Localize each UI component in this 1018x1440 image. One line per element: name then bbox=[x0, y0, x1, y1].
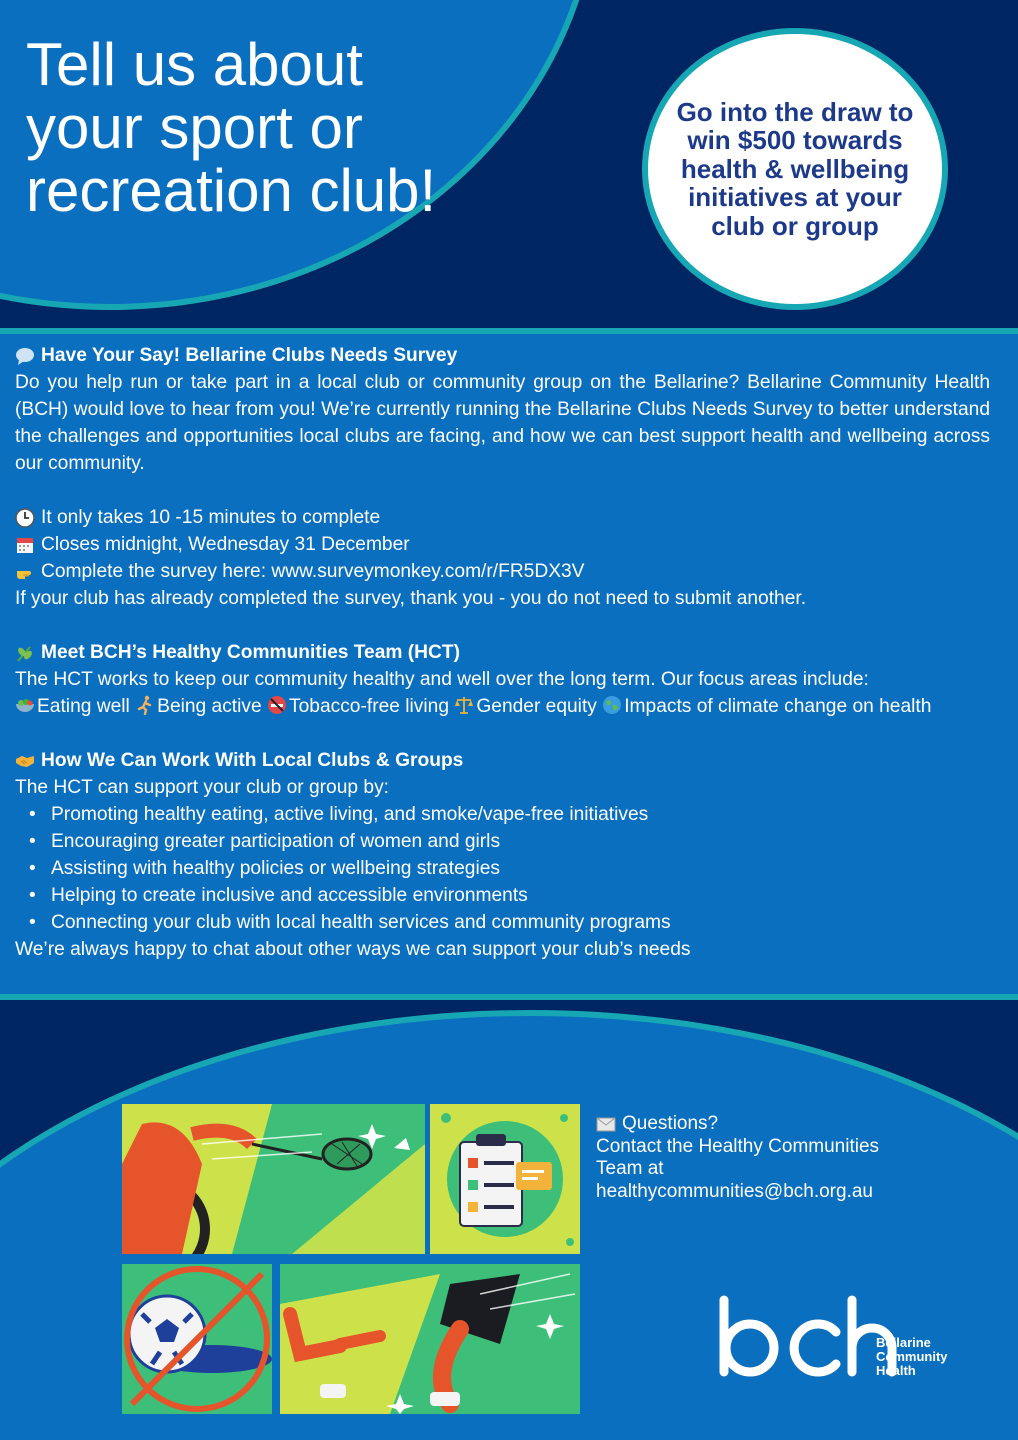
envelope-icon bbox=[596, 1114, 616, 1134]
survey-note: If your club has already completed the survey, thank you - you do not need to submit another. bbox=[15, 588, 807, 609]
runner-icon bbox=[135, 695, 155, 715]
logo-line: Health bbox=[876, 1363, 916, 1378]
spacer bbox=[15, 612, 990, 639]
globe-icon bbox=[602, 695, 622, 715]
logo-line: Bellarine bbox=[876, 1335, 931, 1350]
handshake-icon bbox=[15, 751, 35, 771]
pointing-hand-icon bbox=[15, 562, 35, 582]
list-item: • Promoting healthy eating, active living, and smoke/vape-free initiatives bbox=[51, 801, 990, 828]
survey-link-text[interactable]: Complete the survey here: www.surveymonkey.com/r/FR5DX3V bbox=[41, 561, 585, 582]
scales-icon bbox=[454, 695, 474, 715]
speech-bubble-icon bbox=[15, 346, 35, 366]
content-panel bbox=[0, 328, 1018, 1000]
soccer-ball-illustration bbox=[122, 1264, 272, 1414]
team-intro: The HCT works to keep our community healthy and well over the long term. Our focus areas include: bbox=[15, 669, 869, 690]
work-closing: We’re always happy to chat about other ways we can support your club’s needs bbox=[15, 939, 691, 960]
spacer bbox=[15, 477, 990, 504]
list-item: • Helping to create inclusive and accessible environments bbox=[51, 882, 990, 909]
contact-line: Contact the Healthy Communities bbox=[596, 1135, 880, 1157]
title-line-2: your sport or bbox=[26, 94, 363, 161]
contact-block bbox=[596, 1113, 926, 1203]
badge-line: health & wellbeing bbox=[680, 153, 910, 184]
poster-title bbox=[26, 33, 436, 222]
checklist-illustration bbox=[430, 1104, 580, 1254]
salad-icon bbox=[15, 695, 35, 715]
focus-item: Impacts of climate change on health bbox=[624, 696, 932, 717]
clock-icon bbox=[15, 508, 35, 528]
badge-line: Go into the draw to bbox=[676, 96, 914, 127]
work-title-text: How We Can Work With Local Clubs & Groups bbox=[41, 750, 464, 771]
survey-closes bbox=[15, 531, 990, 558]
badminton-illustration bbox=[122, 1104, 425, 1254]
badge-line: club or group bbox=[711, 210, 879, 241]
badge-line: initiatives at your bbox=[688, 182, 902, 213]
running-illustration bbox=[280, 1264, 580, 1414]
spacer bbox=[15, 720, 990, 747]
prize-badge bbox=[642, 28, 948, 310]
title-line-1: Tell us about bbox=[26, 31, 363, 98]
contact-questions bbox=[596, 1113, 926, 1136]
team-section-title bbox=[15, 639, 990, 666]
calendar-icon bbox=[15, 535, 35, 555]
survey-title-text: Have Your Say! Bellarine Clubs Needs Survey bbox=[41, 345, 458, 366]
focus-item: Being active bbox=[157, 696, 262, 717]
list-item: • Encouraging greater participation of women and girls bbox=[51, 828, 990, 855]
survey-time-text: It only takes 10 -15 minutes to complete bbox=[41, 507, 381, 528]
survey-link[interactable] bbox=[15, 558, 990, 585]
survey-section-title bbox=[15, 342, 990, 369]
prize-badge-text bbox=[659, 98, 932, 241]
badge-line: win $500 towards bbox=[687, 125, 903, 156]
list-item: • Assisting with healthy policies or wellbeing strategies bbox=[51, 855, 990, 882]
focus-item: Tobacco-free living bbox=[289, 696, 449, 717]
logo-line: Community bbox=[876, 1349, 948, 1364]
survey-time bbox=[15, 504, 990, 531]
contact-questions-text: Questions? bbox=[622, 1113, 719, 1134]
focus-areas bbox=[15, 693, 990, 720]
no-smoking-icon bbox=[267, 695, 287, 715]
focus-item: Gender equity bbox=[476, 696, 597, 717]
work-intro: The HCT can support your club or group by: bbox=[15, 777, 389, 798]
support-list bbox=[15, 801, 990, 936]
list-item: • Connecting your club with local health services and community programs bbox=[51, 909, 990, 936]
content-body bbox=[15, 342, 990, 963]
survey-intro: Do you help run or take part in a local club or community group on the Bellarine? Bellarine Community Health (BCH) would love to hear from you! We’re currently running the Bellarine Clubs Needs Survey to better understand the challenges and opportunities local clubs are facing, and how we can best support health and wellbeing across our community. bbox=[15, 372, 990, 474]
survey-closes-text: Closes midnight, Wednesday 31 December bbox=[41, 534, 410, 555]
contact-line: Team at bbox=[596, 1158, 664, 1179]
team-title-text: Meet BCH’s Healthy Communities Team (HCT) bbox=[41, 642, 460, 663]
work-section-title bbox=[15, 747, 990, 774]
focus-item: Eating well bbox=[37, 696, 130, 717]
title-line-3: recreation club! bbox=[26, 157, 437, 224]
herb-icon bbox=[15, 643, 35, 663]
contact-email[interactable]: healthycommunities@bch.org.au bbox=[596, 1180, 873, 1202]
bch-logo-text bbox=[876, 1336, 948, 1378]
